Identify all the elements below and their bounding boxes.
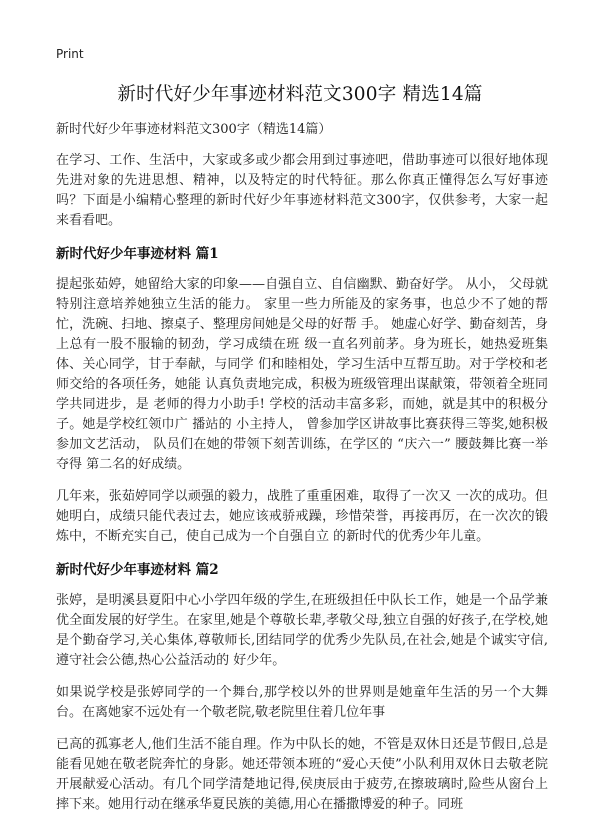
section-paragraph: 已高的孤寡老人,他们生活不能自理。作为中队长的她，不管是双休日还是节假日,总是能看见她在敬老院奔忙的身影。她还带领本班的“爱心天使”小队利用双休日去敬老院开展献爱心活动。有几个同学清楚地记得,侯庚辰由于疲劳,在擦玻璃时,险些从窗台上摔下来。她用行动在继承华夏民族的美德,用心在播撒博爱的种子。同班 — [56, 737, 548, 812]
intro-paragraph: 在学习、工作、生活中，大家或多或少都会用到过事迹吧，借助事迹可以很好地体现先进对象的先进思想、精神，以及特定的时代特征。那么你真正懂得怎么写好事迹吗？下面是小编精心整理的新时代好少年事迹材料范文300字，仅供参考，大家一起来看看吧。 — [56, 153, 548, 228]
document-title: 新时代好少年事迹材料范文300字 精选14篇 — [117, 84, 483, 105]
section-heading: 新时代好少年事迹材料 篇1 — [56, 246, 219, 262]
section-paragraph: 如果说学校是张婷同学的一个舞台,那学校以外的世界则是她童年生活的另一个大舞台。在离她家不远处有一个敬老院,敬老院里住着几位年事 — [56, 685, 548, 720]
document-subtitle: 新时代好少年事迹材料范文300字（精选14篇） — [56, 122, 332, 137]
section-paragraph: 几年来，张茹婷同学以顽强的毅力，战胜了重重困难，取得了一次又 一次的成功。但她明白，成绩只能代表过去，她应该戒骄戒躁，珍惜荣誉，再接再厉，在一次次的锻炼中，不断充实自己，使自己成为一个自强自立 的新时代的优秀少年儿童。 — [56, 489, 548, 544]
section-paragraph: 张婷，是明溪县夏阳中心小学四年级的学生,在班级担任中队长工作，她是一个品学兼优全面发展的好学生。在家里,她是个尊敬长辈,孝敬父母,独立自强的好孩子,在学校,她是个勤奋学习,关心集体,尊敬师长,团结同学的优秀少先队员,在社会,她是个诚实守信,遵守社会公德,热心公益活动的 好少年。 — [56, 593, 548, 668]
print-label[interactable]: Print — [56, 47, 84, 61]
section-heading: 新时代好少年事迹材料 篇2 — [56, 562, 219, 578]
section-paragraph: 提起张茹婷，她留给大家的印象——自强自立、自信幽默、勤奋好学。 从小， 父母就特别注意培养她独立生活的能力。 家里一些力所能及的家务事，也总少不了她的帮忙，洗碗、扫地、擦桌子、整理房间她是父母的好帮 手。 她虚心好学、勤奋刻苦，身上总有一股不服输的韧劲，学习成绩在班 级一直名列前茅。身为班长，她热爱班集体、关心同学，甘于奉献，与同学 们和睦相处，学习生活中互帮互助。对于学校和老师交给的各项任务，她能 认真负责地完成，积极为班级管理出谋献策，带领着全班同学共同进步，是 老师的得力小助手! 学校的活动丰富多彩，而她，就是其中的积极分子。她是学校红领巾广 播站的 小主持人， 曾参加学区讲故事比赛获得三等奖,她积极参加文艺活动， 队员们在她的带领下刻苦训练，在学区的 “庆六一” 腰鼓舞比赛一举夺得 第二名的好成绩。 — [56, 277, 548, 472]
document-body — [56, 120, 548, 827]
